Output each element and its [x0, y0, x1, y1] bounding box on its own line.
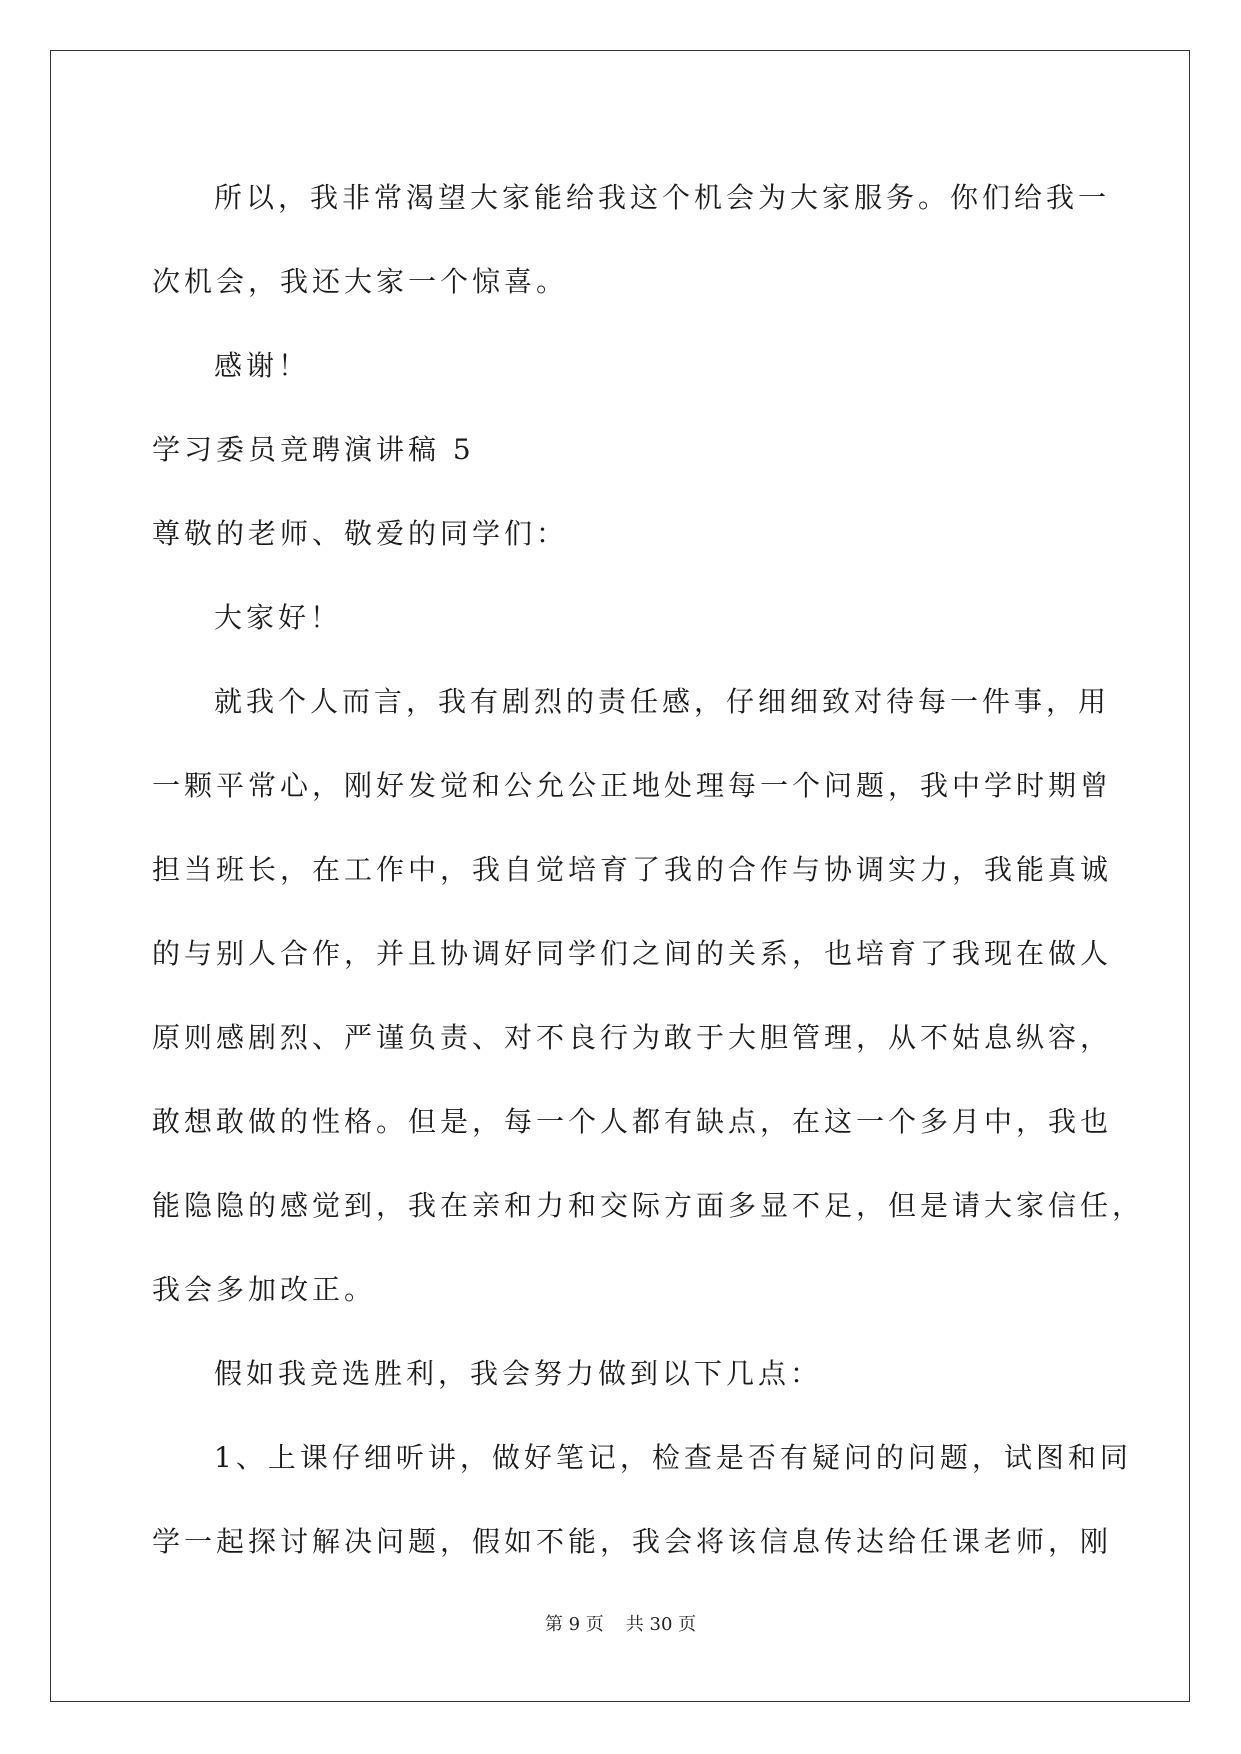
paragraph-line: 担当班长，在工作中，我自觉培育了我的合作与协调实力，我能真诚	[152, 853, 1113, 886]
paragraph-line: 假如我竞选胜利，我会努力做到以下几点：	[214, 1357, 823, 1390]
paragraph-line: 能隐隐的感觉到，我在亲和力和交际方面多显不足，但是请大家信任，	[152, 1189, 1145, 1222]
page-footer	[0, 1610, 1241, 1636]
paragraph-line: 就我个人而言，我有剧烈的责任感，仔细细致对待每一件事，用	[214, 685, 1111, 718]
list-item: 1、上课仔细听讲，做好笔记，检查是否有疑问的问题，试图和同	[214, 1441, 1132, 1474]
paragraph-line: 一颗平常心，刚好发觉和公允公正地处理每一个问题，我中学时期曾	[152, 769, 1113, 802]
section-heading: 学习委员竞聘演讲稿 5	[152, 433, 475, 466]
page-number: 第 9 页	[544, 1614, 604, 1635]
paragraph-line: 的与别人合作，并且协调好同学们之间的关系，也培育了我现在做人	[152, 937, 1113, 970]
page-total: 共 30 页	[625, 1614, 697, 1635]
salutation: 尊敬的老师、敬爱的同学们：	[152, 517, 569, 550]
paragraph-line: 原则感剧烈、严谨负责、对不良行为敢于大胆管理，从不姑息纵容，	[152, 1021, 1113, 1054]
document-body	[152, 156, 1145, 1584]
paragraph-line: 次机会，我还大家一个惊喜。	[152, 265, 569, 298]
paragraph-line: 我会多加改正。	[152, 1273, 377, 1306]
paragraph-line: 所以，我非常渴望大家能给我这个机会为大家服务。你们给我一	[214, 181, 1111, 214]
paragraph-line: 敢想敢做的性格。但是，每一个人都有缺点，在这一个多月中，我也	[152, 1105, 1113, 1138]
paragraph-line: 学一起探讨解决问题，假如不能，我会将该信息传达给任课老师，刚	[152, 1525, 1113, 1558]
greeting: 大家好！	[214, 601, 343, 634]
paragraph-line: 感谢！	[214, 349, 311, 382]
